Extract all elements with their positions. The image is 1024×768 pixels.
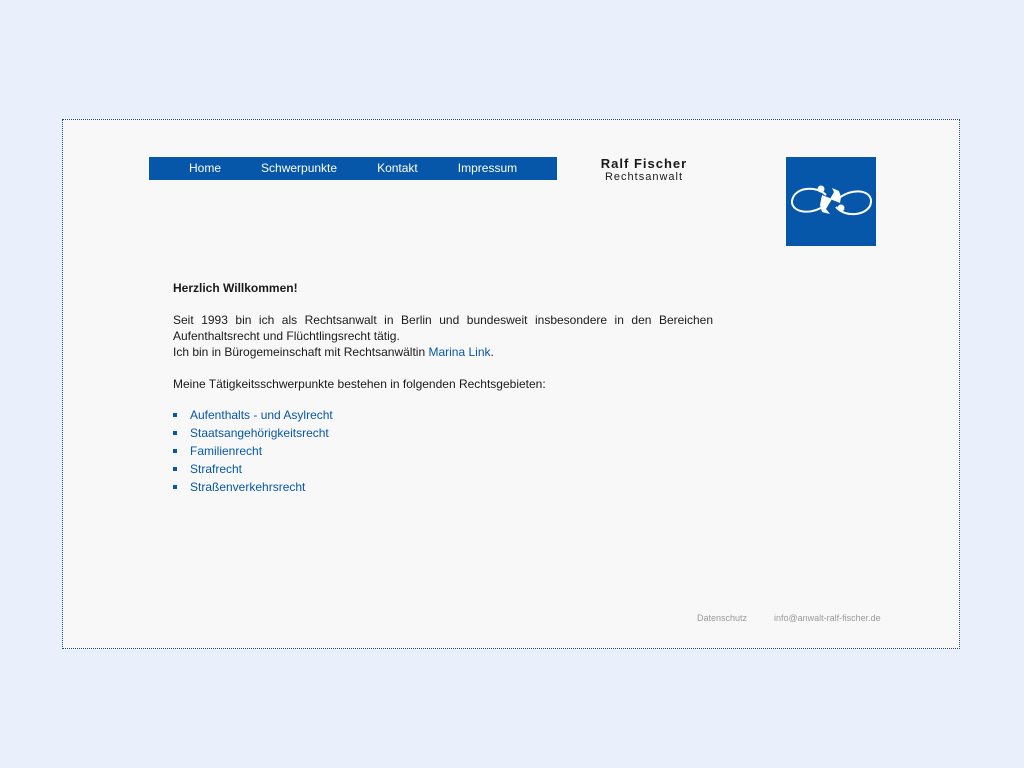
area-link-strafrecht[interactable]: Strafrecht <box>190 462 243 476</box>
area-link-staatsangehoerigkeitsrecht[interactable]: Staatsangehörigkeitsrecht <box>190 426 329 440</box>
privacy-link[interactable]: Datenschutz <box>697 613 748 623</box>
brand-title: Rechtsanwalt <box>604 171 684 183</box>
nav-home[interactable]: Home <box>189 161 222 175</box>
bullet-square-icon <box>173 431 177 435</box>
areas-intro: Meine Tätigkeitsschwerpunkte bestehen in folgenden Rechtsgebieten: <box>173 377 546 391</box>
office-suffix: . <box>490 345 494 359</box>
bullet-square-icon <box>173 449 177 453</box>
nav-impressum[interactable]: Impressum <box>457 161 518 175</box>
list-item <box>173 478 713 496</box>
main-nav <box>149 157 557 180</box>
area-link-aufenthaltsrecht[interactable]: Aufenthalts - und Asylrecht <box>190 408 333 422</box>
infinity-figures-logo-icon <box>786 157 876 246</box>
marina-link[interactable]: Marina Link <box>428 345 491 359</box>
areas-list <box>173 406 713 496</box>
intro-text: Seit 1993 bin ich als Rechtsanwalt in Berlin und bundesweit insbesondere in den Bereichen Aufenthaltsrecht und Flüchtlingsrecht tätig. <box>173 313 713 343</box>
bullet-square-icon <box>173 485 177 489</box>
email-link[interactable]: info@anwalt-ralf-fischer.de <box>774 613 881 623</box>
main-content <box>173 280 713 496</box>
brand-name: Ralf Fischer <box>600 156 688 171</box>
office-prefix: Ich bin in Bürogemeinschaft mit Rechtsanwältin <box>173 345 426 359</box>
list-item <box>173 442 713 460</box>
nav-kontakt[interactable]: Kontakt <box>377 161 418 175</box>
area-link-familienrecht[interactable]: Familienrecht <box>190 444 263 458</box>
area-link-strassenverkehrsrecht[interactable]: Straßenverkehrsrecht <box>190 480 306 494</box>
nav-schwerpunkte[interactable]: Schwerpunkte <box>261 161 338 175</box>
list-item <box>173 460 713 478</box>
list-item <box>173 406 713 424</box>
list-item <box>173 424 713 442</box>
page-title: Herzlich Willkommen! <box>173 281 298 295</box>
page-frame <box>62 119 960 649</box>
bullet-square-icon <box>173 413 177 417</box>
bullet-square-icon <box>173 467 177 471</box>
brand-block <box>588 156 700 184</box>
office-text <box>173 344 713 360</box>
